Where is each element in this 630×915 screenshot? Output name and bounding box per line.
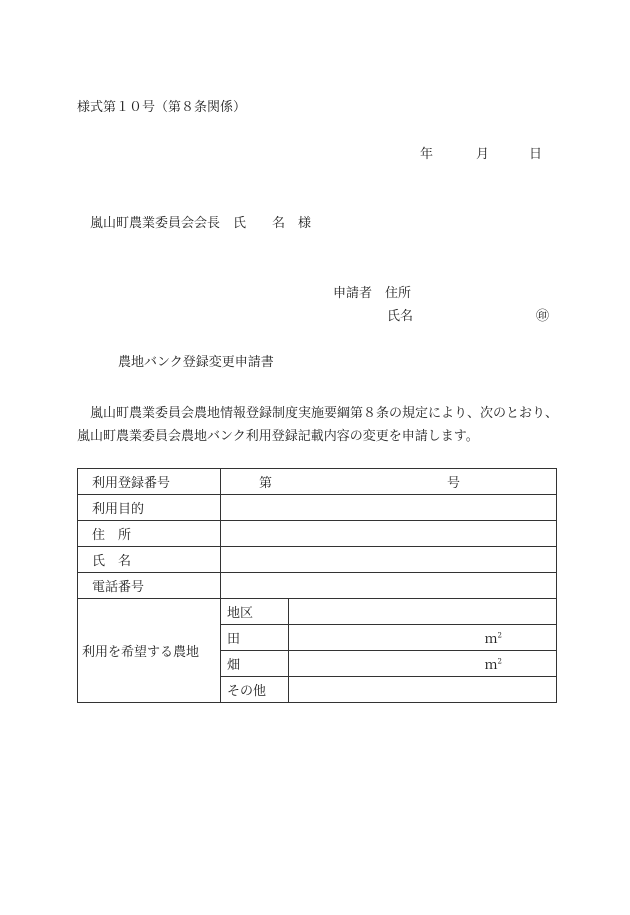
date-month: 月 <box>476 147 490 162</box>
address-field[interactable] <box>221 521 557 547</box>
document-title: 農地バンク登録変更申請書 <box>118 355 274 370</box>
purpose-label: 利用目的 <box>78 495 221 521</box>
field-label: 畑 <box>221 651 289 677</box>
form-number: 様式第１０号（第８条関係） <box>77 100 247 115</box>
area-unit: ｍ <box>484 658 498 673</box>
table-row <box>78 573 557 599</box>
reg-prefix: 第 <box>259 476 273 491</box>
field-area-field[interactable] <box>289 651 557 677</box>
table-row <box>78 495 557 521</box>
applicant-address-label: 申請者 住所 <box>333 286 412 301</box>
table-row <box>78 547 557 573</box>
other-field[interactable] <box>289 677 557 703</box>
purpose-field[interactable] <box>221 495 557 521</box>
district-field[interactable] <box>289 599 557 625</box>
applicant-name-label: 氏名 <box>387 309 414 324</box>
address-label: 住 所 <box>78 521 221 547</box>
paddy-area-field[interactable] <box>289 625 557 651</box>
phone-field[interactable] <box>221 573 557 599</box>
paddy-label: 田 <box>221 625 289 651</box>
table-row <box>78 521 557 547</box>
addressee: 嵐山町農業委員会会長 氏 名 様 <box>90 216 312 231</box>
area-unit-sup: 2 <box>497 631 503 640</box>
area-unit: ｍ <box>484 632 498 647</box>
name-label: 氏 名 <box>78 547 221 573</box>
name-field[interactable] <box>221 547 557 573</box>
date-day: 日 <box>529 147 543 162</box>
table-row <box>78 599 557 625</box>
phone-label: 電話番号 <box>78 573 221 599</box>
date-line <box>420 148 542 161</box>
reg-number-field[interactable] <box>221 469 557 495</box>
reg-number-label: 利用登録番号 <box>78 469 221 495</box>
table-row <box>78 469 557 495</box>
application-table <box>77 468 557 703</box>
seal-mark: ㊞ <box>536 309 550 324</box>
other-label: その他 <box>221 677 289 703</box>
area-unit-sup: 2 <box>497 657 503 666</box>
date-year: 年 <box>420 147 434 162</box>
desired-land-label: 利用を希望する農地 <box>78 599 221 703</box>
reg-suffix: 号 <box>447 476 461 491</box>
district-label: 地区 <box>221 599 289 625</box>
body-paragraph: 嵐山町農業委員会農地情報登録制度実施要綱第８条の規定により、次のとおり、嵐山町農業委員会農地バンク利用登録記載内容の変更を申請します。 <box>77 406 559 444</box>
